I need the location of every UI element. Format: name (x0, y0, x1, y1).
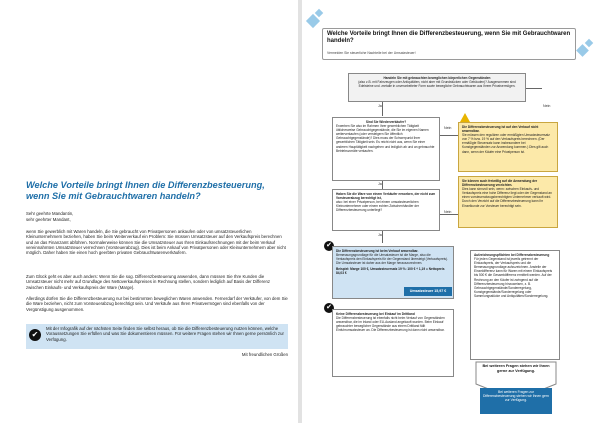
label-ja: Ja (378, 182, 382, 186)
left-page-title: Welche Vorteile bringt Ihnen die Differenzbesteuerung, wenn Sie mit Gebrauchtwaren handeln? (26, 180, 265, 201)
question-3-title: Haben Sie die Ware von einem Verkäufer erworben, der nicht zum Vorsteuerabzug berechtigt ist, (336, 192, 436, 201)
question-1-text: (also z.B. mit Fahrzeugen oder Antiquitäten, nicht aber mit Grundstücken oder Gebäuden)? Ausgenommen sind Edelsteine und -metalle in unverarbeiteter Form sowie bewegliche Gebrauchtwaren aus Ihrem Privatvermögen. (358, 80, 516, 89)
optional-waiver-box (458, 176, 558, 228)
checkmark-icon: ✔ (29, 329, 41, 341)
label-nein: Nein (444, 126, 452, 130)
salutation-2: sehr geehrter Mandant, (26, 217, 71, 222)
checkmark-icon: ✔ (324, 241, 334, 251)
infographic-subtitle: Vermeiden Sie steuerliche Nachteile bei der Umsatzsteuer! (327, 51, 416, 55)
question-2-title: Sind Sie Wiederverkäufer? (365, 120, 407, 124)
paragraph-2: Zum Glück geht es aber auch anders: Wenn Sie die sog. Differenzbesteuerung anwenden, dann müssen Sie Ihre Kunden die Umsatzsteuer nicht mehr auf Grundlage des Nettoverkaufspreises in Rechnung stellen, sondern lediglich auf Basis der Differenz zwischen Einkaufs- und Verkaufspreis der Ware (Marge). (26, 274, 271, 290)
right-page (302, 0, 600, 423)
closing: Mit freundlichen Grüßen (241, 352, 288, 357)
optional-waiver-title: Sie können auch freiwillig auf die Anwendung der Differenzbesteuerung verzichten. (462, 179, 538, 188)
closing-note: Bei weiteren Fragen zur Differenzbesteuerung stehen wir Ihnen gern zur Verfügung. (483, 390, 549, 403)
third-country-box (332, 309, 454, 377)
question-2-text: Erwerben Sie also im Rahmen Ihrer gewerblichen Tätigkeit üblicherweise Gebrauchtgegenstände, die Sie im eigenen Namen weiterverkaufen (oder versteigern Sie öffentlich Gebrauchtgegenstände)? Dies muss der Schwerpunkt Ihrer gewerblichen Tätigkeit sein. Es reicht nicht aus, wenn Sie einer anderen Hauptätigkeit nachgehen und lediglich ab und an gebrauchte Betriebsvorräte verkaufen. (336, 124, 435, 153)
infographic-title: Welche Vorteile bringt Ihnen die Differenzbesteuerung, wenn Sie mit Gebrauchtwaren handeln? (327, 31, 571, 45)
records-text: Für jeden Gegenstand ist jeweils getrennt der Einkaufspreis, der Verkaufspreis und die Bemessungsgrundlage aufzuzeichnen. Anstelle der Einzeldifferenz kann für Waren mit einem Einkaufspreis bis 500 € die Gesamtdifferenz ermittelt werden. Auf der Rechnung an den Käufer ist zwingend auf die Differenzbesteuerung hinzuweisen, z. B. Gebrauchtgegenstände/Sonderregelung, Kunstgegenstände/Sonderregelung oder Sammlungsstücke und Antiquitäten/Sonderregelung. (474, 257, 553, 298)
result-badge: Umsatzsteuer 15,97 € (404, 287, 452, 296)
closing-title: Bei weiteren Fragen stehen wir Ihnen gerne zur Verfügung. (482, 364, 550, 373)
question-3-text: also: bei einer Privatperson, bei einem umsatzsteuerlichen Kleinunternehmer oder einem echten Zwischenhändler der Differenzbesteuerung unterliegt? (336, 200, 419, 213)
not-applicable-box (458, 122, 558, 172)
connector-line (440, 135, 458, 136)
applicable-text: Bemessungsgrundlage für die Umsatzsteuer ist die Marge, also die Verkaufspreis den Einkaufspreis für der Gegenstand übersteigt (Verkaufspreis). Die Umsatzsteuer ist daher aus der Marge herauszurechnen. (336, 253, 448, 266)
third-country-title: Keine Differenzbesteuerung bei Einkauf im Drittland (336, 312, 415, 316)
left-page (0, 0, 298, 423)
info-note (26, 324, 288, 349)
info-note-text: Mit der Infografik auf der nächsten Seite finden Sie selbst heraus, ob Sie die Differenzbesteuerung nutzen können, welche Voraussetzungen Sie erfüllen und was Sie dokumentieren müssen. Für weitere Fragen stehen wir Ihnen gerne persönlich zur Verfügung. (46, 326, 284, 342)
infographic-header (322, 28, 576, 60)
label-nein: Nein (444, 210, 452, 214)
connector-line (382, 231, 383, 243)
question-1-box (348, 73, 526, 102)
applicable-title: Die Differenzbesteuerung ist beim Verkauf anwendbar. (336, 249, 419, 253)
connector-line (382, 181, 383, 189)
label-ja: Ja (378, 233, 382, 237)
records-title: Aufzeichnungspflichten bei Differenzbesteuerung (474, 253, 550, 257)
connector-line (526, 88, 542, 89)
question-1-title: Handeln Sie mit gebrauchten beweglichen körperlichen Gegenständen (383, 76, 491, 80)
example-text: Beispiel: Marge 100 €, Umsatzsteuersatz 19 %: 100 € ÷ 1,19 = Nettopreis 84,03 € (336, 267, 445, 276)
salutation-1: Sehr geehrte Mandantin, (26, 211, 74, 216)
label-ja: Ja (378, 104, 382, 108)
connector-line (382, 102, 383, 116)
decor-diamond (585, 39, 593, 47)
not-applicable-text: Sie müssen den regulären oder ermäßigten Umsatzsteuersatz von 7 % bzw. 19 % auf den Verkaufspreis berechnen. (Der ermäßigte Steuersatz kann insbesondere bei Kunstgegenständen zur Anwendung kommen.) Dies gilt auch dann, wenn der Käufer eine Privatperson ist. (462, 133, 550, 154)
records-box (470, 250, 560, 360)
optional-waiver-text: Dies kann sinnvoll sein, wenn: zwischen Einkaufs- und Verkaufspreis eine hohe Differenz liegt oder der Gegenstand an einen vorsteuerabzugsberechtigten Unternehmer verkauft wird. Durch den Verzicht auf die Differenzbesteuerung kann Ihr Einzelkunde zur Vorsteuer berechtigt sein. (462, 187, 552, 208)
not-applicable-title: Die Differenzbesteuerung ist auf den Verkauf nicht anwendbar. (462, 125, 539, 134)
warning-icon (460, 113, 470, 122)
checkmark-icon: ✔ (324, 303, 334, 313)
connector-line (440, 214, 458, 215)
question-2-box (332, 117, 440, 181)
paragraph-1: wenn Sie gewerblich mit Waren handeln, die Sie gebraucht von Privatpersonen ankaufen oder von umsatzsteuerlichen Kleinunternehmern beziehen, haben Sie beim Weiterverkauf ein Problem: Sie müssen Umsatzsteuer auf den Verkaufspreis berechnen und an das Finanzamt abführen. Normalerweise können Sie die Umsatzsteuer aus Ihren Einkaufsrechnungen mit der beim Verkauf vereinnahmten Umsatzsteuer verrechnen (Vorsteuerabzug). Dies ist beim Ankauf von Privatpersonen oder Kleinunternehmern aber nicht möglich. Daher haben Sie einen hoch geerbten privaten Gebrauchtwarenverkäufern. (26, 229, 286, 256)
paragraph-3: Allerdings dürfen Sie die Differenzbesteuerung nur bei bestimmten beweglichen Waren anwenden. Fernerdarf der Verkäufer, von dem Sie die Ware beziehen, nicht zum Vorsteuerabzug berechtigt sein. Und Verkäufe aus Ihren Privatvermögen sind ebenfalls von der Vergünstigung ausgenommen. (26, 296, 288, 312)
third-country-text: Die Differenzbesteuerung ist ebenfalls nicht beim Verkauf von Gegenständen anwendbar, die im Inland oder EU-Ausland angekauft wurden. Beim Einkauf gebrauchter beweglicher Gegenstände aus einem Drittland fällt Einfuhrumsatzsteuer an. Die Differenzbesteuerung ist dann nicht anwendbar. (336, 316, 445, 333)
question-3-box (332, 189, 440, 231)
label-nein: Nein (543, 104, 551, 108)
